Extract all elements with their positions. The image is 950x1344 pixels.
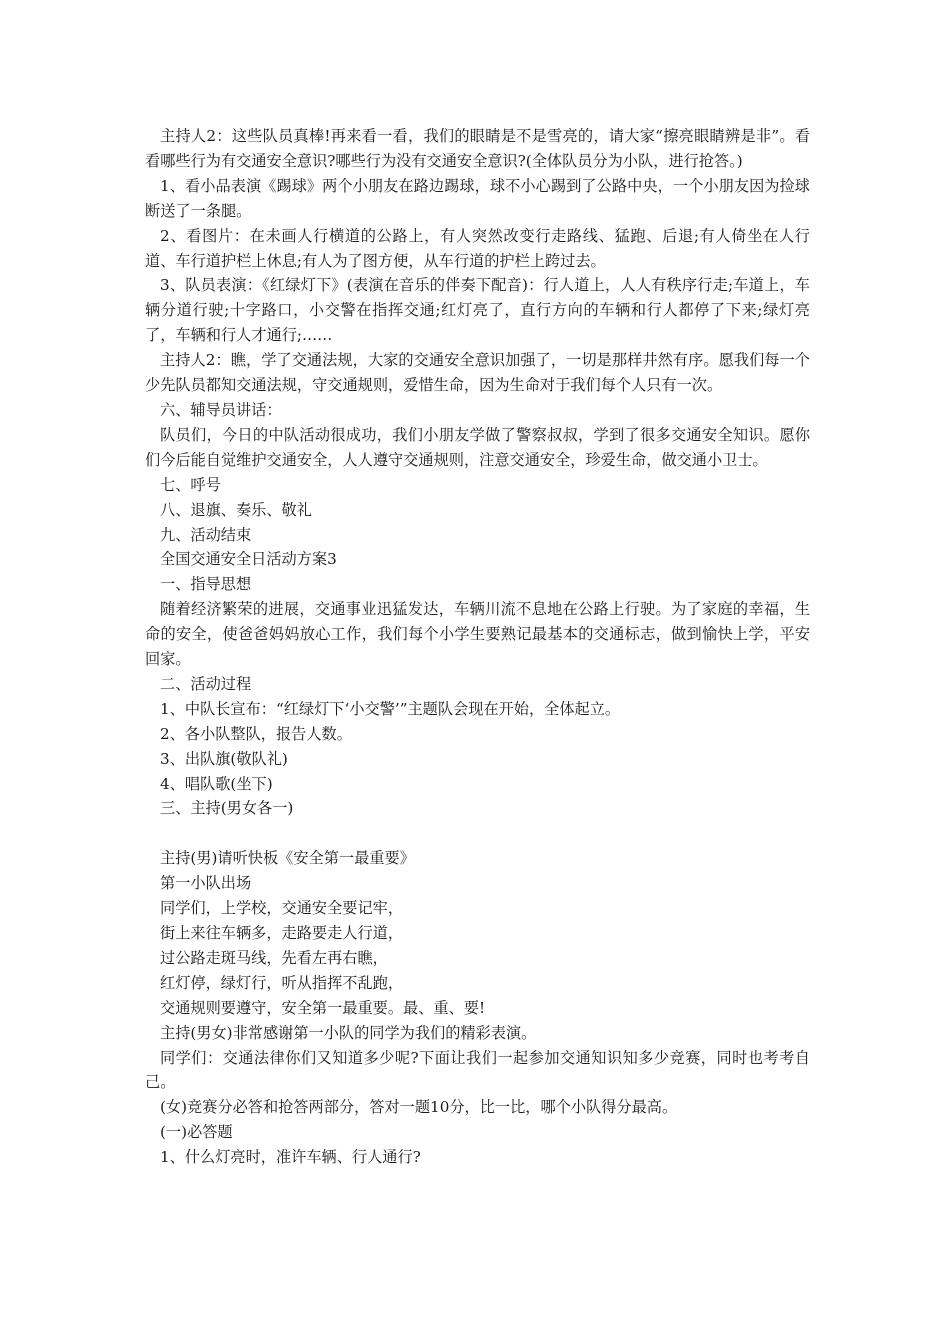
paragraph: (一)必答题 xyxy=(160,1123,233,1142)
paragraph: (女)竞赛分必答和抢答两部分，答对一题10分，比一比，哪个小队得分最高。 xyxy=(160,1098,678,1117)
paragraph: 主持(男女)非常感谢第一小队的同学为我们的精彩表演。 xyxy=(160,1023,537,1042)
paragraph: 主持人2：这些队员真棒!再来看一看，我们的眼睛是不是雪亮的，请大家“擦亮眼睛辨是非”。看看哪些行为有交通安全意识?哪些行为没有交通安全意识?(全体队员分为小队，进行抢答。) xyxy=(145,127,810,170)
paragraph: 3、队员表演：《红绿灯下》(表演在音乐的伴奏下配音)：行人道上，人人有秩序行走;车道上，车辆分道行驶;十字路口，小交警在指挥交通;红灯亮了，直行方向的车辆和行人都停了下来;绿灯亮了，车辆和行人才通行;…… xyxy=(145,276,810,345)
paragraph: 主持(男)请听快板《安全第一最重要》 xyxy=(160,849,415,868)
paragraph: 一、指导思想 xyxy=(160,575,252,594)
paragraph: 过公路走斑马线，先看左再右瞧， xyxy=(160,948,388,967)
paragraph: 九、活动结束 xyxy=(160,525,252,544)
paragraph: 3、出队旗(敬队礼) xyxy=(160,749,288,768)
paragraph: 街上来往车辆多，走路要走人行道， xyxy=(160,923,403,942)
paragraph: 随着经济繁荣的进展，交通事业迅猛发达，车辆川流不息地在公路上行驶。为了家庭的幸福，生命的安全，使爸爸妈妈放心工作，我们每个小学生要熟记最基本的交通标志，做到愉快上学，平安回家。 xyxy=(145,600,810,669)
paragraph: 红灯停，绿灯行，听从指挥不乱跑， xyxy=(160,973,403,992)
paragraph: 1、看小品表演《踢球》两个小朋友在路边踢球，球不小心踢到了公路中央，一个小朋友因为捡球断送了一条腿。 xyxy=(145,176,810,220)
paragraph: 1、什么灯亮时，准许车辆、行人通行? xyxy=(160,1148,421,1167)
paragraph: 第一小队出场 xyxy=(160,874,252,893)
blank-line xyxy=(145,821,810,846)
paragraph: 2、看图片：在未画人行横道的公路上，有人突然改变行走路线、猛跑、后退;有人倚坐在人行道、车行道护栏上休息;有人为了图方便，从车行道的护栏上跨过去。 xyxy=(145,226,810,270)
paragraph: 七、呼号 xyxy=(160,475,221,494)
paragraph: 同学们，上学校，交通安全要记牢， xyxy=(160,899,403,918)
paragraph: 1、中队长宣布：“红绿灯下‘小交警’”主题队会现在开始，全体起立。 xyxy=(160,699,621,718)
paragraph: 2、各小队整队，报告人数。 xyxy=(160,724,352,743)
paragraph: 队员们，今日的中队活动很成功，我们小朋友学做了警察叔叔，学到了很多交通安全知识。愿你们今后能自觉维护交通安全，人人遵守交通规则，注意交通安全，珍爱生命，做交通小卫士。 xyxy=(145,425,810,469)
paragraph: 同学们：交通法律你们又知道多少呢?下面让我们一起参加交通知识知多少竞赛，同时也考考自己。 xyxy=(145,1048,810,1092)
paragraph: 交通规则要遵守，安全第一最重要。最、重、要! xyxy=(160,998,486,1017)
paragraph: 主持人2：瞧，学了交通法规，大家的交通安全意识加强了，一切是那样井然有序。愿我们每一个少先队员都知交通法规，守交通规则，爱惜生命，因为生命对于我们每个人只有一次。 xyxy=(145,351,810,395)
paragraph: 八、退旗、奏乐、敬礼 xyxy=(160,500,312,519)
paragraph: 全国交通安全日活动方案3 xyxy=(160,550,337,569)
document-page xyxy=(145,124,810,1170)
paragraph: 六、辅导员讲话： xyxy=(160,400,282,419)
paragraph: 二、活动过程 xyxy=(160,674,252,693)
paragraph: 4、唱队歌(坐下) xyxy=(160,774,273,793)
paragraph: 三、主持(男女各一) xyxy=(160,799,294,818)
